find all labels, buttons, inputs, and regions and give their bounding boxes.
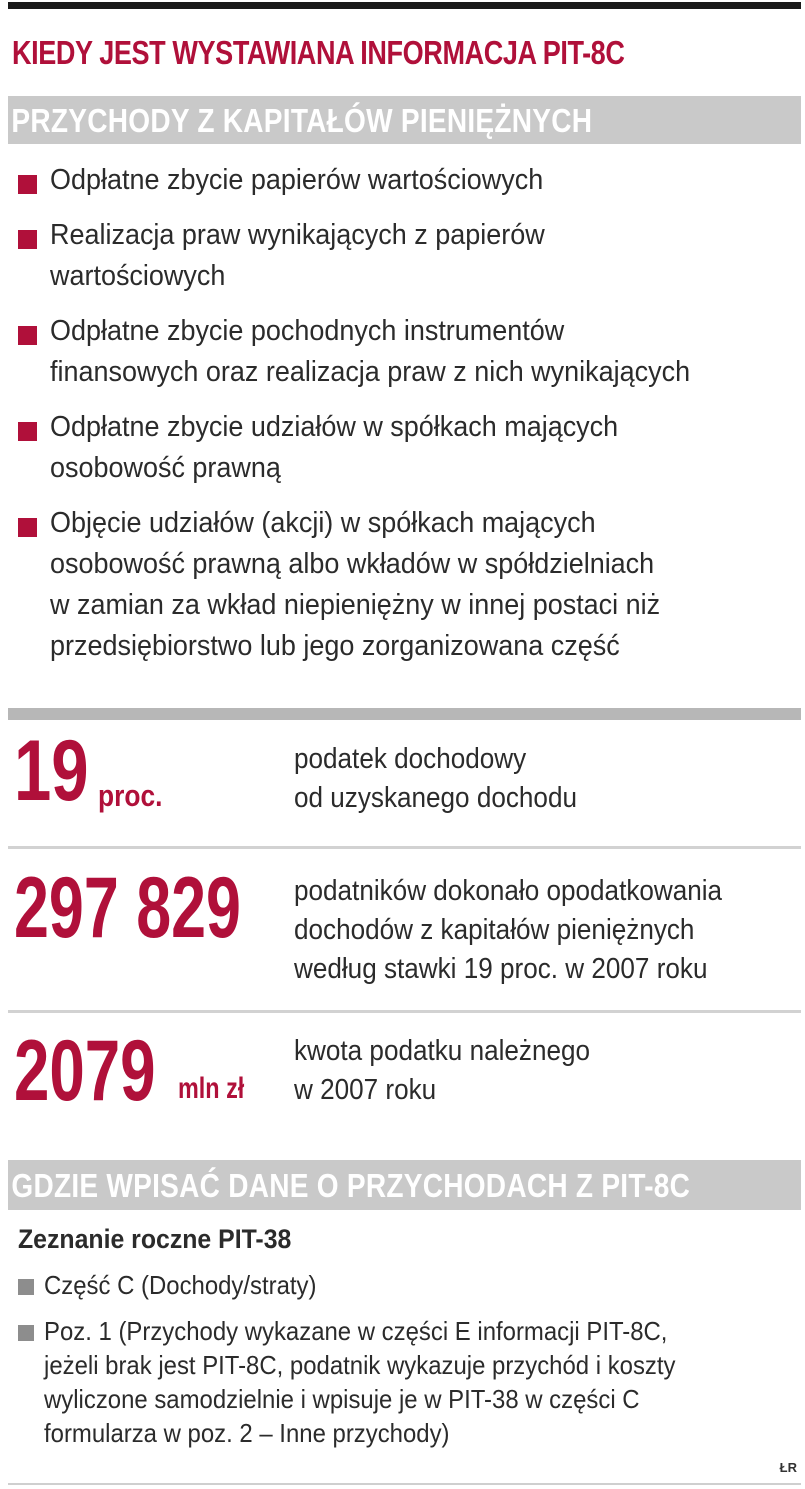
bullet-square-icon: [18, 326, 37, 345]
stat-desc-line: podatek dochodowy: [294, 743, 527, 775]
bullet-square-icon: [18, 1325, 34, 1341]
stat-desc-line: w 2007 roku: [294, 1074, 437, 1106]
section-heading-text: PRZYCHODY Z KAPITAŁÓW PIENIĘŻNYCH: [11, 102, 593, 139]
list-item: [8, 1268, 801, 1302]
stat-number-taxpayers: 297 829: [14, 860, 241, 956]
list-item-line: Odpłatne zbycie papierów wartościowych: [50, 164, 544, 196]
list-item: [8, 160, 801, 201]
stat-desc-line: według stawki 19 proc. w 2007 roku: [294, 953, 708, 985]
capital-income-list: [8, 160, 801, 681]
stat-desc-line: dochodów z kapitałów pieniężnych: [294, 914, 695, 946]
list-item-line: wyliczone samodzielnie i wpisuje je w PIT-38 w części C: [44, 1384, 640, 1414]
section-heading-capital-income: [8, 96, 801, 144]
list-item-line: Objęcie udziałów (akcji) w spółkach mających: [50, 507, 596, 539]
bullet-square-icon: [18, 422, 37, 441]
infographic: [8, 0, 801, 1489]
stat-desc-line: podatników dokonało opodatkowania: [294, 875, 723, 907]
list-item-line: formularza w poz. 2 – Inne przychody): [44, 1418, 450, 1448]
list-item: [8, 1314, 801, 1450]
stat-unit-tax-due: mln zł: [178, 1072, 245, 1105]
section-heading-text: GDZIE WPISAĆ DANE O PRZYCHODACH Z PIT-8C: [11, 1167, 691, 1204]
bullet-square-icon: [18, 230, 37, 249]
section-heading-where-to-enter: [8, 1160, 801, 1210]
list-item: [8, 311, 801, 393]
list-item-line: Realizacja praw wynikających z papierów: [50, 219, 545, 251]
list-item: [8, 407, 801, 489]
list-item-line: przedsiębiorstwo lub jego zorganizowana część: [50, 630, 620, 662]
pit38-heading: Zeznanie roczne PIT-38: [18, 1224, 292, 1254]
stat-desc-line: kwota podatku należnego: [294, 1035, 591, 1067]
bottom-rule: [8, 1483, 801, 1485]
list-item-line: wartościowych: [50, 260, 226, 292]
stat-desc-tax-rate: [294, 740, 577, 818]
list-item-line: osobowość prawną: [50, 452, 281, 484]
stat-desc-taxpayers: [294, 872, 722, 989]
stat-desc-line: od uzyskanego dochodu: [294, 782, 577, 814]
pit38-list: [8, 1268, 801, 1462]
list-item-line: w zamian za wkład niepieniężny w innej postaci niż: [50, 589, 661, 621]
list-item-line: jeżeli brak jest PIT-8C, podatnik wykazuje przychód i koszty: [44, 1350, 676, 1380]
bullet-square-icon: [18, 175, 37, 194]
list-item: [8, 503, 801, 667]
stat-number-tax-due: 2079: [14, 1023, 156, 1119]
list-item-line: Część C (Dochody/straty): [44, 1270, 317, 1300]
divider: [8, 846, 801, 849]
list-item-line: osobowość prawną albo wkładów w spółdzielniach: [50, 548, 655, 580]
top-rule: [8, 2, 801, 9]
stat-unit-tax-rate: proc.: [98, 778, 163, 813]
stat-desc-tax-due: [294, 1032, 590, 1110]
main-title: KIEDY JEST WYSTAWIANA INFORMACJA PIT-8C: [12, 34, 625, 71]
bullet-square-icon: [18, 518, 37, 537]
divider-thick: [8, 708, 801, 720]
bullet-square-icon: [18, 1279, 34, 1295]
list-item-line: finansowych oraz realizacja praw z nich wynikających: [50, 356, 691, 388]
stat-number-tax-rate: 19: [14, 723, 89, 819]
list-item-line: Odpłatne zbycie pochodnych instrumentów: [50, 315, 565, 347]
list-item-line: Odpłatne zbycie udziałów w spółkach mających: [50, 411, 619, 443]
author-credit: ŁR: [779, 1460, 797, 1475]
divider: [8, 1010, 801, 1013]
list-item-line: Poz. 1 (Przychody wykazane w części E informacji PIT-8C,: [44, 1316, 668, 1346]
list-item: [8, 215, 801, 297]
